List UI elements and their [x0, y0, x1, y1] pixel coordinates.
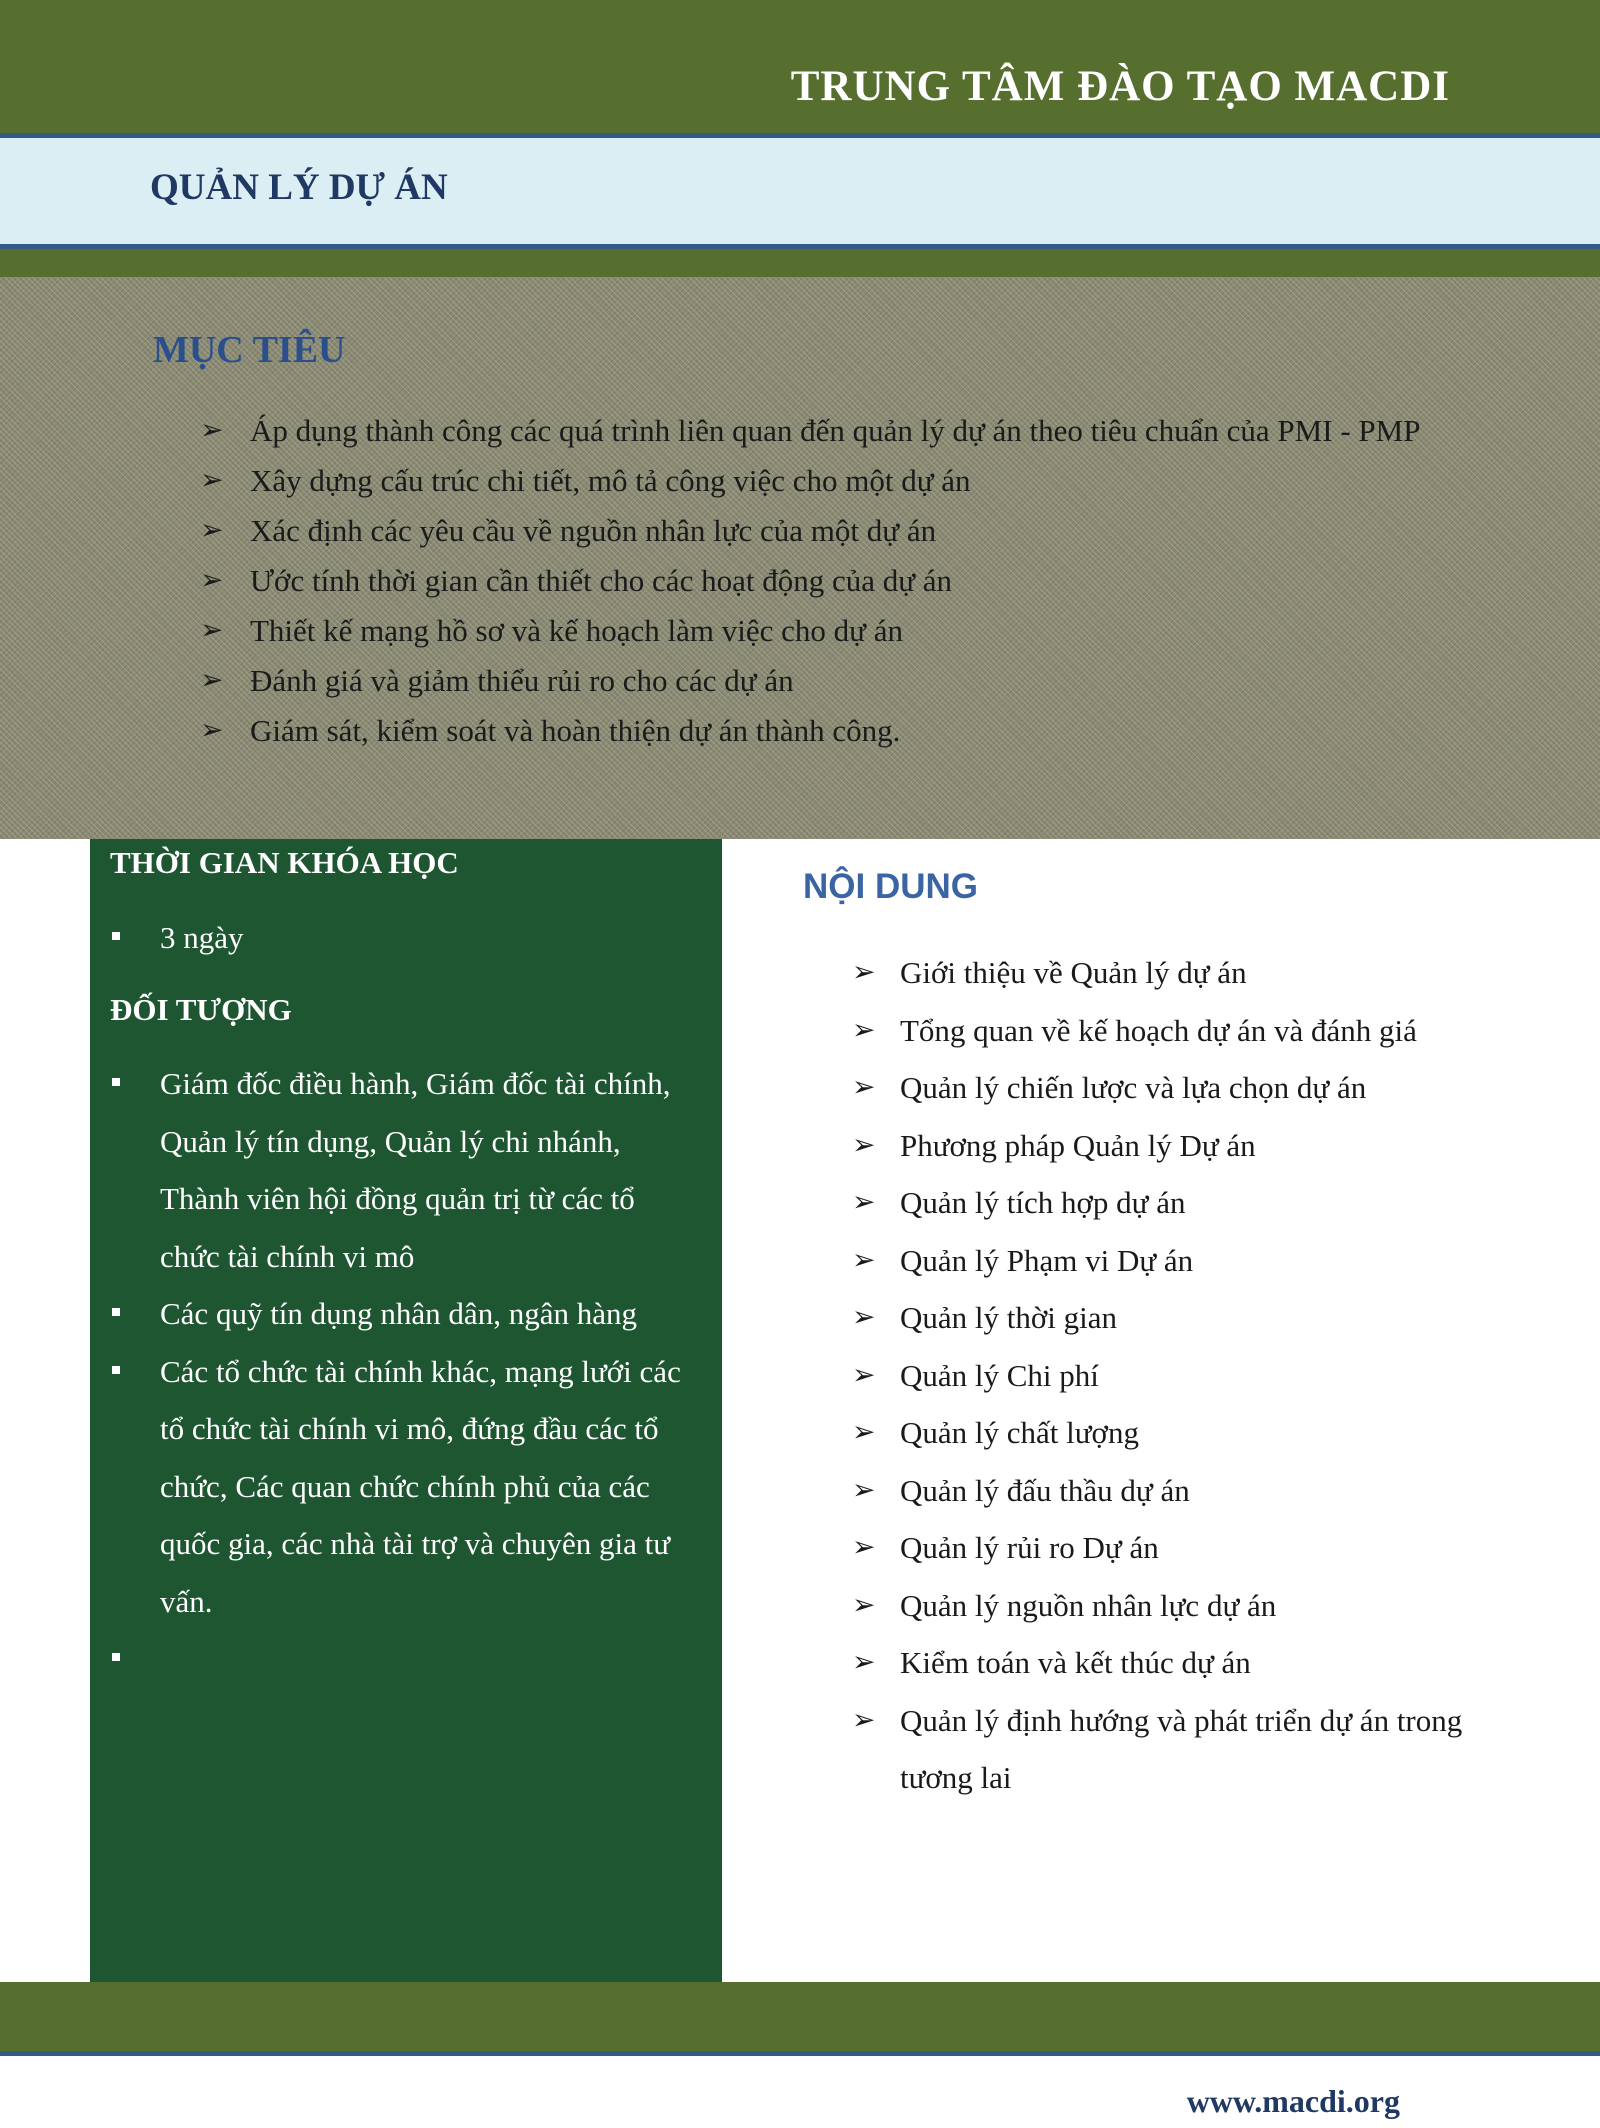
arrow-bullet-icon: ➢ — [852, 1014, 876, 1046]
list-item — [200, 656, 1500, 706]
website-link[interactable]: www.macdi.org — [1186, 2083, 1400, 2119]
list-item — [852, 1577, 1532, 1635]
list-item-text: Phương pháp Quản lý Dự án — [900, 1127, 1256, 1163]
arrow-bullet-icon: ➢ — [200, 515, 224, 546]
list-item — [852, 1289, 1532, 1347]
arrow-bullet-icon: ➢ — [200, 565, 224, 596]
square-bullet-icon — [112, 932, 120, 940]
list-item-text: Quản lý định hướng và phát triển dự án trong tương lai — [900, 1702, 1463, 1795]
square-bullet-icon — [112, 1308, 120, 1316]
arrow-bullet-icon: ➢ — [852, 1359, 876, 1391]
list-item-text: Các tổ chức tài chính khác, mạng lưới các tổ chức tài chính vi mô, đứng đầu các tổ chức, Các quan chức chính phủ của các quốc gia, các nhà tài trợ và chuyên gia tư vấn. — [160, 1353, 681, 1619]
objectives-list — [200, 406, 1500, 756]
list-item-text: Các quỹ tín dụng nhân dân, ngân hàng — [160, 1296, 637, 1331]
arrow-bullet-icon: ➢ — [200, 715, 224, 746]
audience-heading: ĐỐI TƯỢNG — [110, 992, 292, 1027]
arrow-bullet-icon: ➢ — [852, 1072, 876, 1103]
arrow-bullet-icon: ➢ — [200, 615, 224, 646]
list-item-text: Giám đốc điều hành, Giám đốc tài chính, Quản lý tín dụng, Quản lý chi nhánh, Thành viên hội đồng quản trị từ các tổ chức tài chính vi mô — [160, 1066, 671, 1274]
square-bullet-icon — [112, 1653, 120, 1661]
arrow-bullet-icon: ➢ — [852, 1704, 876, 1736]
list-item — [852, 1347, 1532, 1405]
arrow-bullet-icon: ➢ — [852, 1474, 876, 1506]
list-item — [852, 1117, 1532, 1175]
list-item-text: Quản lý Chi phí — [900, 1357, 1099, 1393]
content-heading: NỘI DUNG — [803, 867, 978, 906]
list-item-text: Kiểm toán và kết thúc dự án — [900, 1645, 1251, 1680]
list-item — [112, 1055, 692, 1285]
list-item-text: Áp dụng thành công các quá trình liên quan đến quản lý dự án theo tiêu chuẩn của PMI - PMP — [250, 413, 1421, 448]
content-list — [852, 944, 1532, 1807]
footer-divider — [0, 2051, 1600, 2056]
list-item — [852, 1634, 1532, 1692]
audience-list — [112, 1055, 692, 1688]
list-item-text: Quản lý chiến lược và lựa chọn dự án — [900, 1070, 1367, 1105]
list-item-text: Quản lý thời gian — [900, 1300, 1117, 1335]
arrow-bullet-icon: ➢ — [852, 1244, 876, 1276]
list-item-text: Giới thiệu về Quản lý dự án — [900, 955, 1247, 990]
list-item — [200, 556, 1500, 606]
arrow-bullet-icon: ➢ — [200, 415, 224, 446]
list-item — [852, 1174, 1532, 1232]
list-item-text: Quản lý đấu thầu dự án — [900, 1472, 1190, 1508]
square-bullet-icon — [112, 1078, 120, 1086]
arrow-bullet-icon: ➢ — [852, 1129, 876, 1161]
list-item-text: Quản lý nguồn nhân lực dự án — [900, 1587, 1277, 1623]
arrow-bullet-icon: ➢ — [200, 665, 224, 696]
list-item — [852, 1692, 1532, 1807]
list-item — [852, 944, 1532, 1002]
list-item-text: Quản lý rủi ro Dự án — [900, 1530, 1159, 1565]
list-item — [852, 1404, 1532, 1462]
list-item-text: Quản lý Phạm vi Dự án — [900, 1242, 1194, 1278]
duration-heading: THỜI GIAN KHÓA HỌC — [110, 845, 459, 880]
list-item-text: Giám sát, kiểm soát và hoàn thiện dự án thành công. — [250, 713, 901, 748]
course-title: QUẢN LÝ DỰ ÁN — [150, 167, 448, 208]
list-item — [200, 606, 1500, 656]
list-item — [112, 1630, 692, 1688]
list-item-text: Xác định các yêu cầu về nguồn nhân lực của một dự án — [250, 513, 937, 548]
center-title: TRUNG TÂM ĐÀO TẠO MACDI — [790, 63, 1450, 110]
arrow-bullet-icon: ➢ — [852, 1589, 876, 1621]
list-item-text: Xây dựng cấu trúc chi tiết, mô tả công việc cho một dự án — [250, 463, 971, 498]
list-item — [200, 456, 1500, 506]
list-item-text: Đánh giá và giảm thiểu rủi ro cho các dự án — [250, 663, 794, 698]
arrow-bullet-icon: ➢ — [852, 957, 876, 988]
arrow-bullet-icon: ➢ — [852, 1647, 876, 1678]
list-item — [852, 1002, 1532, 1060]
list-item-text: Ước tính thời gian cần thiết cho các hoạt động của dự án — [250, 563, 953, 598]
list-item — [200, 406, 1500, 456]
square-bullet-icon — [112, 1366, 120, 1374]
arrow-bullet-icon: ➢ — [200, 465, 224, 496]
list-item-text: Tổng quan về kế hoạch dự án và đánh giá — [900, 1012, 1417, 1048]
objectives-heading: MỤC TIÊU — [153, 329, 346, 371]
list-item — [852, 1232, 1532, 1290]
list-item — [112, 1285, 692, 1343]
arrow-bullet-icon: ➢ — [852, 1187, 876, 1218]
list-item — [200, 506, 1500, 556]
arrow-bullet-icon: ➢ — [852, 1417, 876, 1448]
list-item-text: 3 ngày — [160, 920, 244, 955]
arrow-bullet-icon: ➢ — [852, 1302, 876, 1333]
list-item — [112, 909, 692, 967]
list-item — [852, 1059, 1532, 1117]
list-item-text: Thiết kế mạng hồ sơ và kế hoạch làm việc cho dự án — [250, 613, 903, 648]
green-strip — [0, 249, 1600, 277]
list-item-text: Quản lý tích hợp dự án — [900, 1185, 1186, 1220]
arrow-bullet-icon: ➢ — [852, 1532, 876, 1563]
list-item — [852, 1519, 1532, 1577]
list-item-text: Quản lý chất lượng — [900, 1415, 1139, 1450]
list-item — [200, 706, 1500, 756]
footer-band — [0, 1982, 1600, 2051]
duration-list — [112, 909, 692, 967]
list-item — [112, 1343, 692, 1631]
list-item — [852, 1462, 1532, 1520]
